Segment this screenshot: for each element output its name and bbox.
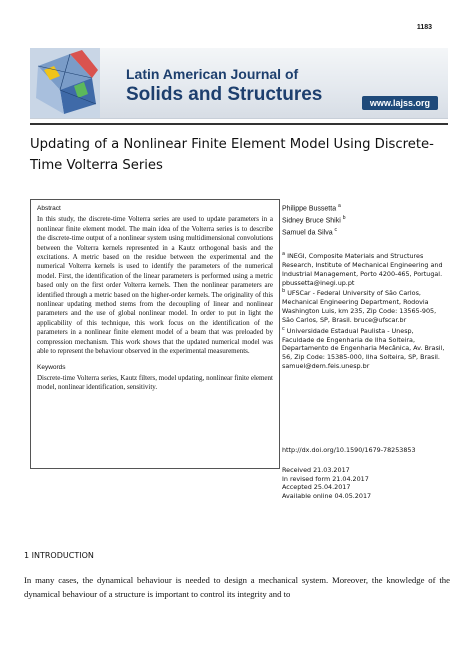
revised-date: In revised form 21.04.2017: [282, 474, 369, 483]
author-sup: a: [338, 203, 341, 209]
author-sup: c: [334, 226, 338, 233]
author-item: [282, 214, 447, 226]
affiliation-text: INEGI, Composite Materials and Structures Research, Institute of Mechanical Engineering and Industrial Management, Porto 4200-465, Portugal. pbussetta@inegi.up.pt: [282, 252, 443, 287]
abstract-content: [37, 204, 273, 393]
journal-website-badge[interactable]: www.lajss.org: [362, 96, 438, 110]
affiliation-item: [282, 250, 447, 287]
abstract-text: In this study, the discrete-time Volterra series are used to update parameters in a nonlinear finite element model. The main idea of the Volterra series is to describe the discrete-time output of a nonlinear system using multidimensional convolutions between the Volterra kernels represented in a Kautz orthogonal basis and the excitations. A metric based on the residue between the experimental and the numerical Volterra kernels is used to identify the parameters of the numerical model. First, the identification of the linear parameters is performed using a metric based only on the first order Volterra kernels. Then the nonlinear parameters are identified through a metric based on the higher-order kernels. The originality of this nonlinear updating method stems from the decoupling of linear and nonlinear parameters and the use of global nonlinear model. In order to put in light the applicability of this technique, this work focus on the identification of the parameters in a nonlinear finite element model of a beam that was preloaded by compression mechanism. This work shows that the updated numerical model was able to represent the behaviour observed in the experimental measurements.: [37, 215, 273, 356]
author-item: [282, 226, 447, 238]
title-rule: [30, 123, 448, 125]
keywords-text: Discrete-time Volterra series, Kautz filters, model updating, nonlinear finite element model, nonlinear identification, sensitivity.: [37, 373, 273, 392]
affiliation-item: [282, 287, 447, 324]
keywords-heading: Keywords: [37, 363, 66, 371]
affiliation-sup: c: [282, 325, 285, 332]
journal-logo-graphic: [30, 48, 100, 118]
page-number: 1183: [416, 24, 432, 31]
author-item: [282, 202, 447, 214]
author-sup: b: [342, 214, 346, 221]
abstract-heading: Abstract: [37, 205, 61, 212]
affiliation-item: [282, 325, 447, 371]
doi-link[interactable]: http://dx.doi.org/10.1590/1679-78253853: [282, 446, 416, 454]
received-date: Received 21.03.2017: [282, 466, 350, 474]
journal-name-line2: Solids and Structures: [126, 84, 323, 105]
abstract-box: [30, 199, 280, 469]
affiliation-text: UFSCar - Federal University of São Carlos, Mechanical Engineering Department, Rodovia Washington Luis, km 235, Zip Code: 13565-905, São Carlos, SP, Brasil. bruce@ufscar.br: [282, 289, 437, 324]
online-date: Available online 04.05.2017: [282, 492, 372, 501]
intro-paragraph: In many cases, the dynamical behaviour is needed to design a mechanical system. Moreover, the knowledge of the dynamical behaviour of a structure is important to control its integrity and to: [24, 575, 450, 599]
paper-title: Updating of a Nonlinear Finite Element Model Using Discrete-Time Volterra Series: [30, 137, 434, 173]
author-name: Samuel da Silva: [282, 228, 333, 236]
accepted-date: Accepted 25.04.2017: [282, 483, 351, 492]
affiliation-text: Universidade Estadual Paulista - Unesp, Faculdade de Engenharia de Ilha Solteira, Departamento de Engenharia Mecânica, Av. Brasil, 56, Zip Code: 15385-000, Ilha Solteira, SP, Brasil. samuel@dem.feis.unesp.br: [282, 326, 445, 370]
affiliation-list: [282, 250, 447, 371]
article-dates: [282, 466, 447, 501]
journal-header: [30, 48, 448, 119]
author-list: [282, 202, 447, 237]
affiliation-sup: a: [282, 251, 286, 257]
author-name: Sidney Bruce Shiki: [282, 217, 341, 225]
intro-heading: 1 INTRODUCTION: [24, 551, 94, 560]
affiliation-sup: b: [282, 288, 286, 295]
author-name: Philippe Bussetta: [282, 205, 337, 213]
journal-name-line1: Latin American Journal of: [126, 66, 299, 82]
journal-logo: [30, 48, 100, 118]
